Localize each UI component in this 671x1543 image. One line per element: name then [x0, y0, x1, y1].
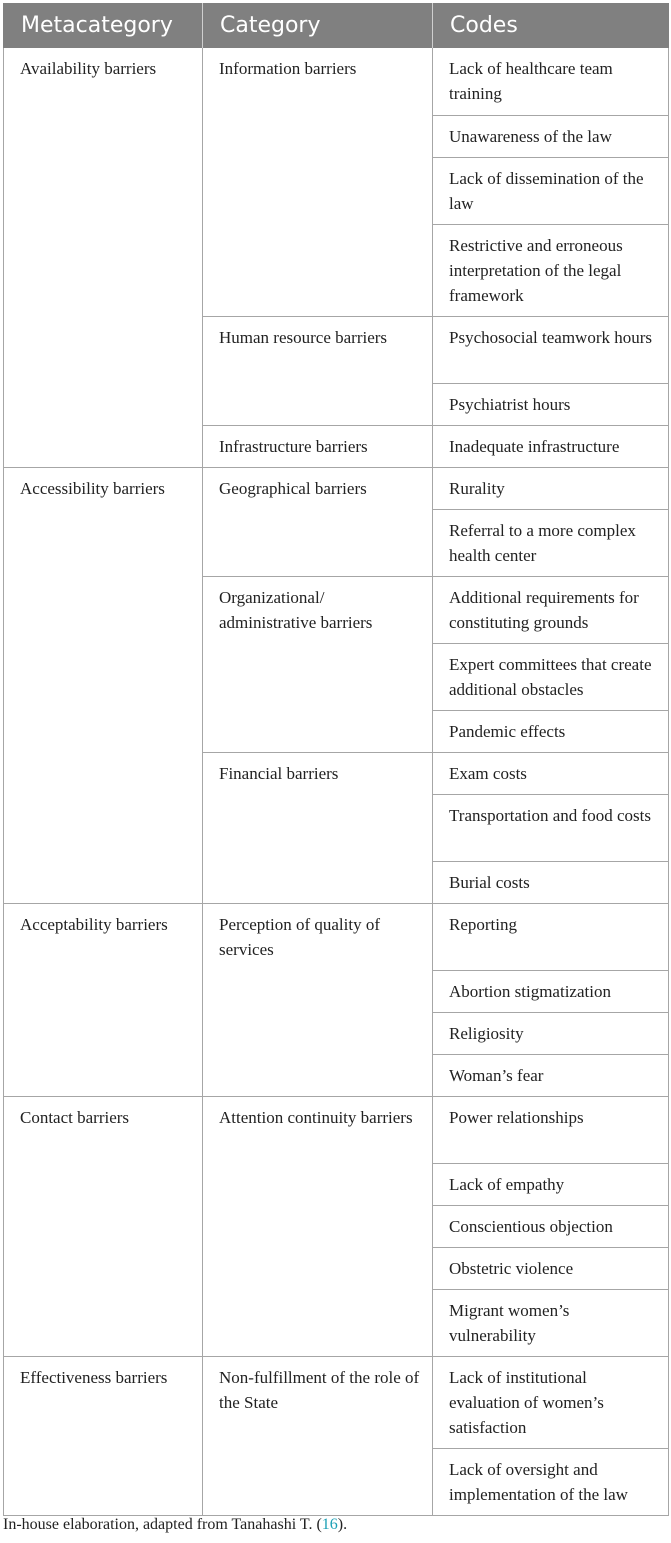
table-footnote	[3, 1516, 347, 1534]
code-cell: Power relationships	[433, 1096, 669, 1163]
metacategory-cell: Contact barriers	[4, 1096, 203, 1356]
barriers-table	[3, 3, 669, 1516]
header-metacategory: Metacategory	[4, 3, 203, 48]
code-cell: Referral to a more complex health center	[433, 509, 669, 576]
code-cell: Abortion stigmatization	[433, 970, 669, 1012]
footnote-text: In-house elaboration, adapted from Tanahashi T. (	[3, 1516, 322, 1533]
category-cell: Information barriers	[203, 48, 433, 316]
code-cell: Unawareness of the law	[433, 115, 669, 157]
code-cell: Additional requirements for constituting grounds	[433, 576, 669, 643]
table-row	[4, 467, 669, 509]
code-cell: Lack of healthcare team training	[433, 48, 669, 115]
category-cell: Perception of quality of services	[203, 903, 433, 1096]
reference-link[interactable]: 16	[321, 1516, 338, 1533]
code-cell: Lack of oversight and implementation of the law	[433, 1448, 669, 1515]
code-cell: Migrant women’s vulnerability	[433, 1289, 669, 1356]
code-cell: Lack of dissemination of the law	[433, 157, 669, 224]
code-cell: Inadequate infrastructure	[433, 425, 669, 467]
metacategory-cell: Accessibility barriers	[4, 467, 203, 903]
code-cell: Psychiatrist hours	[433, 383, 669, 425]
code-cell: Rurality	[433, 467, 669, 509]
barriers-table-container	[3, 3, 668, 1516]
metacategory-cell: Availability barriers	[4, 48, 203, 467]
code-cell: Psychosocial teamwork hours	[433, 316, 669, 383]
code-cell: Exam costs	[433, 752, 669, 794]
header-codes: Codes	[433, 3, 669, 48]
table-header-row	[4, 3, 669, 48]
category-cell: Geographical barriers	[203, 467, 433, 576]
code-cell: Burial costs	[433, 861, 669, 903]
category-cell: Organizational/ administrative barriers	[203, 576, 433, 752]
category-cell: Non-fulfillment of the role of the State	[203, 1356, 433, 1515]
code-cell: Woman’s fear	[433, 1054, 669, 1096]
code-cell: Pandemic effects	[433, 710, 669, 752]
code-cell: Lack of institutional evaluation of women’s satisfaction	[433, 1356, 669, 1448]
category-cell: Infrastructure barriers	[203, 425, 433, 467]
metacategory-cell: Acceptability barriers	[4, 903, 203, 1096]
table-row	[4, 1096, 669, 1163]
code-cell: Lack of empathy	[433, 1163, 669, 1205]
code-cell: Reporting	[433, 903, 669, 970]
code-cell: Religiosity	[433, 1012, 669, 1054]
table-row	[4, 48, 669, 115]
metacategory-cell: Effectiveness barriers	[4, 1356, 203, 1515]
code-cell: Conscientious objection	[433, 1205, 669, 1247]
footnote-suffix: ).	[337, 1516, 348, 1533]
code-cell: Restrictive and erroneous interpretation of the legal framework	[433, 224, 669, 316]
category-cell: Financial barriers	[203, 752, 433, 903]
code-cell: Obstetric violence	[433, 1247, 669, 1289]
header-category: Category	[203, 3, 433, 48]
code-cell: Transportation and food costs	[433, 794, 669, 861]
code-cell: Expert committees that create additional obstacles	[433, 643, 669, 710]
table-row	[4, 1356, 669, 1448]
category-cell: Human resource barriers	[203, 316, 433, 425]
category-cell: Attention continuity barriers	[203, 1096, 433, 1356]
table-row	[4, 903, 669, 970]
